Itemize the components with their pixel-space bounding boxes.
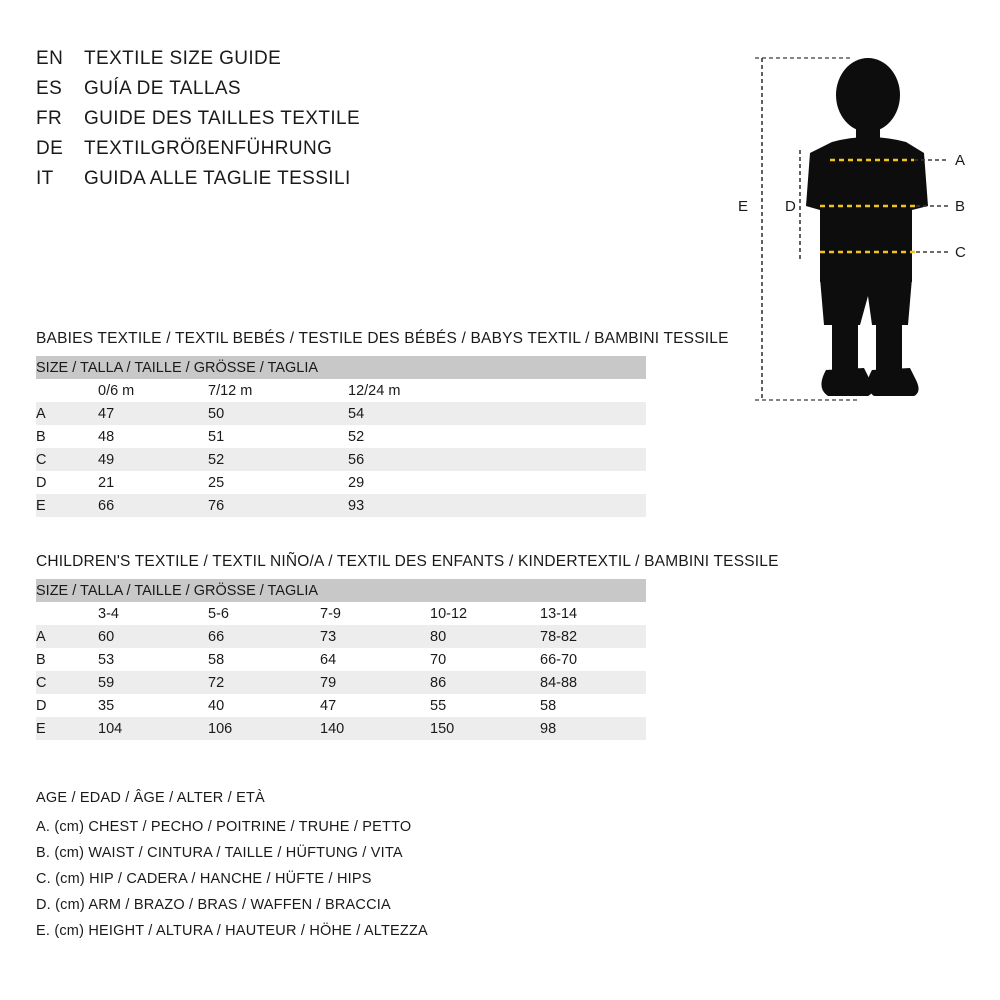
cell-value: 52	[208, 448, 348, 471]
cell-value: 50	[208, 402, 348, 425]
cell-value: 80	[430, 625, 540, 648]
cell-value: 70	[430, 648, 540, 671]
language-code: DE	[36, 138, 64, 159]
cell-value: 60	[98, 625, 208, 648]
column-header: 0/6 m	[98, 379, 208, 402]
legend-line-b: B. (cm) WAIST / CINTURA / TAILLE / HÜFTUNG / VITA	[36, 845, 403, 861]
cell-value: 73	[320, 625, 430, 648]
babies-table-section	[36, 330, 729, 517]
legend-block	[36, 790, 736, 949]
marker-label-e: E	[738, 198, 749, 215]
language-code: EN	[36, 48, 64, 69]
cell-value: 58	[208, 648, 320, 671]
cell-value: 64	[320, 648, 430, 671]
language-code: ES	[36, 78, 63, 99]
row-label: D	[36, 694, 98, 717]
babies-table-title: BABIES TEXTILE / TEXTIL BEBÉS / TESTILE DES BÉBÉS / BABYS TEXTIL / BAMBINI TESSILE	[36, 330, 729, 347]
cell-value: 84-88	[540, 671, 646, 694]
table-column-row	[36, 602, 646, 625]
language-header-block	[36, 48, 656, 198]
children-size-header: SIZE / TALLA / TAILLE / GRÖSSE / TAGLIA	[36, 579, 646, 602]
language-code: FR	[36, 108, 63, 129]
marker-label-b: B	[955, 198, 966, 215]
cell-value: 78-82	[540, 625, 646, 648]
cell-value: 25	[208, 471, 348, 494]
column-header: 10-12	[430, 602, 540, 625]
language-row	[36, 168, 656, 198]
table-header-row	[36, 579, 646, 602]
legend-line-a: A. (cm) CHEST / PECHO / POITRINE / TRUHE / PETTO	[36, 819, 412, 835]
cell-value: 79	[320, 671, 430, 694]
language-code: IT	[36, 168, 54, 189]
column-header: 13-14	[540, 602, 646, 625]
cell-value: 54	[348, 402, 646, 425]
row-label: A	[36, 402, 98, 425]
language-title: GUIDA ALLE TAGLIE TESSILI	[84, 168, 351, 189]
language-title: TEXTILGRÖßENFÜHRUNG	[84, 138, 333, 159]
row-label: C	[36, 448, 98, 471]
cell-value: 56	[348, 448, 646, 471]
cell-value: 93	[348, 494, 646, 517]
cell-value: 72	[208, 671, 320, 694]
column-header: 3-4	[98, 602, 208, 625]
children-size-table	[36, 579, 646, 740]
table-row	[36, 494, 646, 517]
cell-value: 98	[540, 717, 646, 740]
legend-line-e: E. (cm) HEIGHT / ALTURA / HAUTEUR / HÖHE / ALTEZZA	[36, 923, 428, 939]
column-header: 12/24 m	[348, 379, 646, 402]
table-row	[36, 694, 646, 717]
cell-value: 55	[430, 694, 540, 717]
legend-line-c: C. (cm) HIP / CADERA / HANCHE / HÜFTE / HIPS	[36, 871, 372, 887]
legend-age-line: AGE / EDAD / ÂGE / ALTER / ETÀ	[36, 790, 265, 806]
column-header: 5-6	[208, 602, 320, 625]
row-label: E	[36, 494, 98, 517]
column-header: 7/12 m	[208, 379, 348, 402]
cell-value: 59	[98, 671, 208, 694]
corner-cell	[36, 602, 98, 625]
cell-value: 76	[208, 494, 348, 517]
corner-cell	[36, 379, 98, 402]
cell-value: 66	[98, 494, 208, 517]
language-title: TEXTILE SIZE GUIDE	[84, 48, 282, 69]
cell-value: 66-70	[540, 648, 646, 671]
children-table-section	[36, 553, 826, 740]
legend-line-d: D. (cm) ARM / BRAZO / BRAS / WAFFEN / BRACCIA	[36, 897, 391, 913]
cell-value: 49	[98, 448, 208, 471]
cell-value: 53	[98, 648, 208, 671]
language-row	[36, 48, 656, 78]
language-title: GUIDE DES TAILLES TEXTILE	[84, 108, 361, 129]
table-row	[36, 471, 646, 494]
table-row	[36, 648, 646, 671]
table-row	[36, 717, 646, 740]
cell-value: 58	[540, 694, 646, 717]
cell-value: 40	[208, 694, 320, 717]
babies-size-header: SIZE / TALLA / TAILLE / GRÖSSE / TAGLIA	[36, 356, 646, 379]
cell-value: 106	[208, 717, 320, 740]
cell-value: 86	[430, 671, 540, 694]
cell-value: 21	[98, 471, 208, 494]
row-label: A	[36, 625, 98, 648]
language-title: GUÍA DE TALLAS	[84, 78, 241, 99]
marker-label-d: D	[785, 198, 796, 215]
table-row	[36, 402, 646, 425]
cell-value: 48	[98, 425, 208, 448]
table-header-row	[36, 356, 646, 379]
language-row	[36, 108, 656, 138]
row-label: E	[36, 717, 98, 740]
cell-value: 52	[348, 425, 646, 448]
column-header: 7-9	[320, 602, 430, 625]
cell-value: 150	[430, 717, 540, 740]
table-row	[36, 671, 646, 694]
cell-value: 29	[348, 471, 646, 494]
cell-value: 66	[208, 625, 320, 648]
language-row	[36, 78, 656, 108]
cell-value: 140	[320, 717, 430, 740]
marker-label-a: A	[955, 152, 966, 169]
language-row	[36, 138, 656, 168]
cell-value: 47	[98, 402, 208, 425]
table-row	[36, 625, 646, 648]
cell-value: 104	[98, 717, 208, 740]
child-silhouette-shape	[806, 58, 928, 396]
table-row	[36, 425, 646, 448]
table-row	[36, 448, 646, 471]
row-label: D	[36, 471, 98, 494]
marker-label-c: C	[955, 244, 966, 261]
row-label: B	[36, 425, 98, 448]
cell-value: 47	[320, 694, 430, 717]
children-table-title: CHILDREN'S TEXTILE / TEXTIL NIÑO/A / TEXTIL DES ENFANTS / KINDERTEXTIL / BAMBINI TESSILE	[36, 553, 779, 570]
cell-value: 51	[208, 425, 348, 448]
row-label: B	[36, 648, 98, 671]
table-column-row	[36, 379, 646, 402]
babies-size-table	[36, 356, 646, 517]
row-label: C	[36, 671, 98, 694]
measurement-figure	[700, 20, 980, 420]
cell-value: 35	[98, 694, 208, 717]
